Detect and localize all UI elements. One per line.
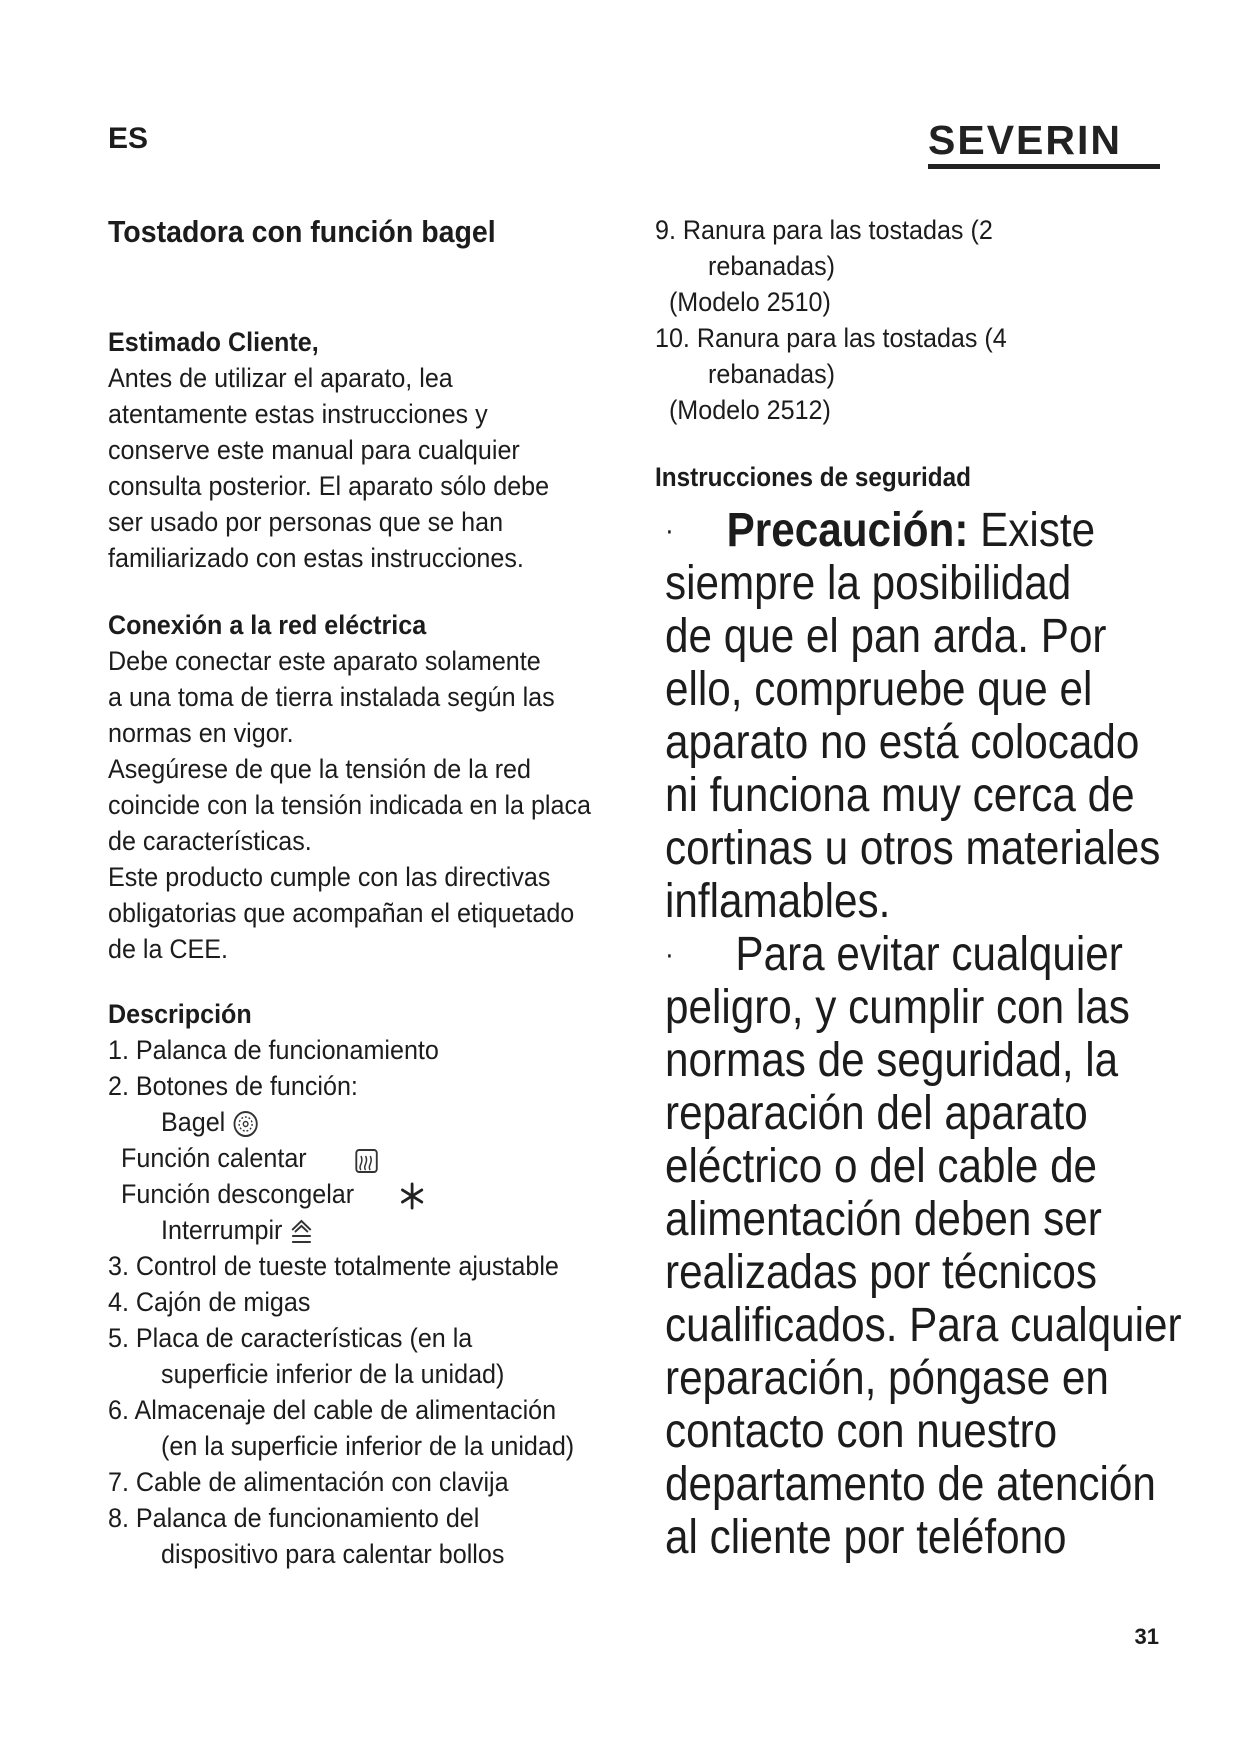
repair-line: normas de seguridad, la	[665, 1034, 1119, 1087]
repair-line: alimentación deben ser	[665, 1193, 1102, 1246]
document-title: Tostadora con función bagel	[108, 214, 496, 249]
list-item-continuation: (Modelo 2512)	[668, 395, 831, 425]
bagel-label: Bagel	[161, 1107, 226, 1137]
repair-line: realizadas por técnicos	[665, 1246, 1098, 1299]
repair-line: cualificados. Para cualquier	[665, 1299, 1182, 1352]
list-item: 10. Ranura para las tostadas (4	[655, 323, 1007, 353]
connection-line: obligatorias que acompañan el etiquetado	[108, 898, 575, 928]
caution-line: inflamables.	[665, 875, 891, 928]
list-item-continuation: dispositivo para calentar bollos	[161, 1539, 505, 1569]
intro-line: familiarizado con estas instrucciones.	[108, 543, 524, 573]
function-defrost	[108, 1176, 592, 1212]
connection-line: Asegúrese de que la tensión de la red	[108, 754, 531, 784]
function-stop	[108, 1212, 592, 1248]
connection-section	[108, 607, 628, 967]
list-item: 8. Palanca de funcionamiento del	[108, 1503, 480, 1533]
safety-section	[665, 504, 1205, 1564]
caution-line: siempre la posibilidad	[665, 557, 1072, 610]
language-code: ES	[108, 122, 149, 155]
intro-line: atentamente estas instrucciones y	[108, 399, 488, 429]
repair-line: reparación del aparato	[665, 1087, 1088, 1140]
repair-line: contacto con nuestro	[665, 1405, 1058, 1458]
list-item: 7. Cable de alimentación con clavija	[108, 1467, 509, 1497]
repair-line: reparación, póngase en	[665, 1352, 1109, 1405]
description-continued	[655, 212, 1195, 428]
bagel-icon	[232, 1110, 258, 1138]
caution-line: aparato no está colocado	[665, 716, 1140, 769]
intro-line: conserve este manual para cualquier	[108, 435, 520, 465]
list-item-continuation: rebanadas)	[708, 251, 836, 281]
warm-label: Función calentar	[121, 1143, 307, 1173]
caution-line: cortinas u otros materiales	[665, 822, 1161, 875]
list-item-continuation: superficie inferior de la unidad)	[161, 1359, 505, 1389]
list-item: 1. Palanca de funcionamiento	[108, 1035, 439, 1065]
caution-first-line	[665, 504, 1140, 557]
repair-first-line	[665, 928, 1140, 981]
function-bagel	[108, 1104, 592, 1140]
list-item: 3. Control de tueste totalmente ajustable	[108, 1251, 559, 1281]
intro-section	[108, 324, 628, 576]
intro-heading: Estimado Cliente,	[108, 327, 319, 357]
list-item-continuation: (en la superficie inferior de la unidad)	[161, 1431, 575, 1461]
safety-heading: Instrucciones de seguridad	[655, 462, 971, 492]
list-item: 2. Botones de función:	[108, 1071, 358, 1101]
stop-icon	[289, 1218, 313, 1246]
defrost-label: Función descongelar	[121, 1179, 355, 1209]
connection-line: a una toma de tierra instalada según las	[108, 682, 555, 712]
list-item: 4. Cajón de migas	[108, 1287, 311, 1317]
repair-text: Para evitar cualquier	[735, 928, 1123, 981]
connection-heading: Conexión a la red eléctrica	[108, 610, 427, 640]
description-heading: Descripción	[108, 999, 252, 1029]
list-item: 9. Ranura para las tostadas (2	[655, 215, 993, 245]
stop-label: Interrumpir	[161, 1215, 283, 1245]
bullet: ·	[665, 938, 674, 971]
snowflake-icon	[398, 1181, 426, 1211]
caution-line: de que el pan arda. Por	[665, 610, 1107, 663]
connection-line: de características.	[108, 826, 312, 856]
connection-line: Debe conectar este aparato solamente	[108, 646, 541, 676]
brand-name: SEVERIN	[928, 117, 1122, 163]
description-section	[108, 996, 628, 1572]
intro-line: Antes de utilizar el aparato, lea	[108, 363, 453, 393]
brand-logo	[928, 118, 1164, 169]
repair-line: al cliente por teléfono	[665, 1511, 1067, 1564]
caution-text: Existe	[980, 504, 1096, 557]
page-number: 31	[1134, 1624, 1159, 1649]
caution-label: Precaución:	[726, 504, 969, 557]
warm-icon	[351, 1146, 383, 1174]
function-warm	[108, 1140, 592, 1176]
list-item: 5. Placa de características (en la	[108, 1323, 473, 1353]
connection-line: coincide con la tensión indicada en la placa	[108, 790, 592, 820]
connection-line: de la CEE.	[108, 934, 229, 964]
intro-line: consulta posterior. El aparato sólo debe	[108, 471, 550, 501]
list-item: 6. Almacenaje del cable de alimentación	[108, 1395, 557, 1425]
connection-line: Este producto cumple con las directivas	[108, 862, 551, 892]
caution-line: ello, compruebe que el	[665, 663, 1093, 716]
connection-line: normas en vigor.	[108, 718, 294, 748]
repair-line: departamento de atención	[665, 1458, 1156, 1511]
bullet: ·	[665, 514, 674, 547]
intro-line: ser usado por personas que se han	[108, 507, 504, 537]
caution-line: ni funciona muy cerca de	[665, 769, 1135, 822]
repair-line: peligro, y cumplir con las	[665, 981, 1130, 1034]
repair-line: eléctrico o del cable de	[665, 1140, 1098, 1193]
list-item-continuation: rebanadas)	[708, 359, 836, 389]
list-item-continuation: (Modelo 2510)	[668, 287, 831, 317]
brand-underline	[928, 164, 1160, 169]
